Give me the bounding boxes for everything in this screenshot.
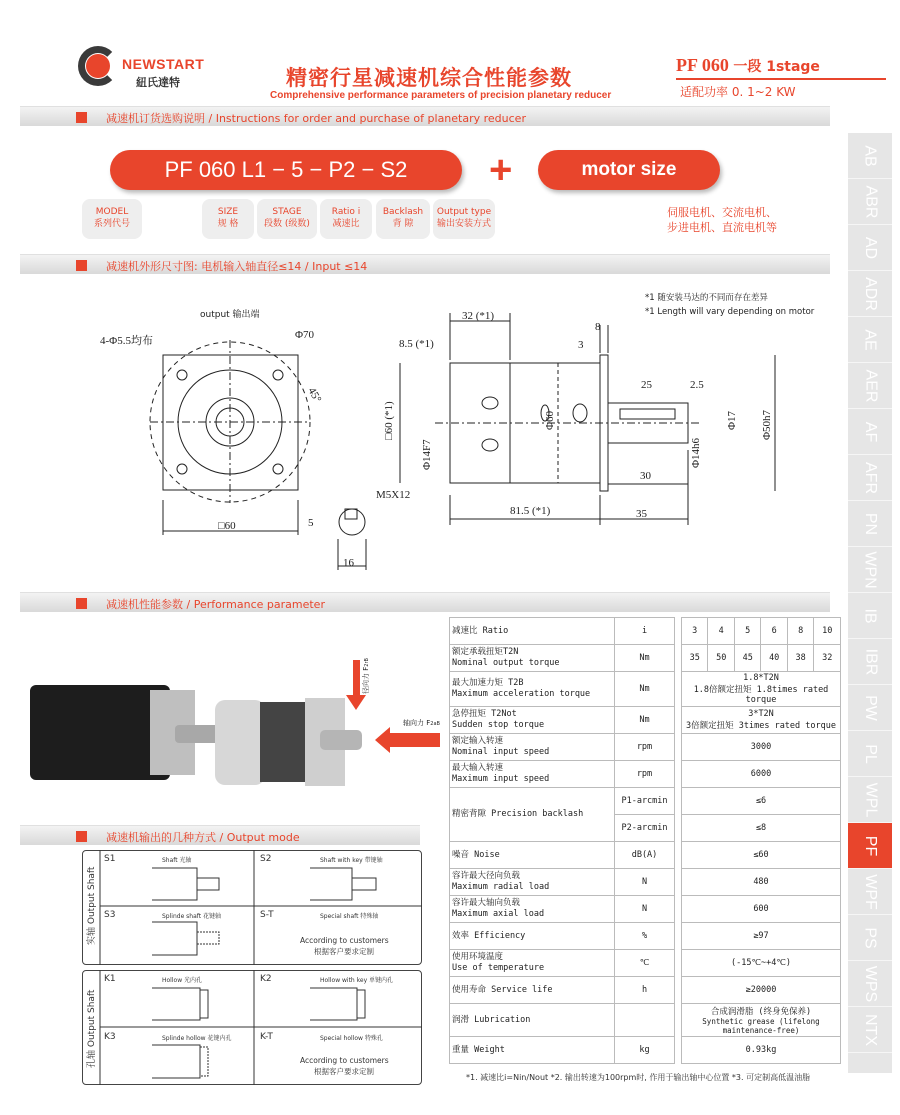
dimension-drawing (90, 285, 840, 575)
table-row (450, 842, 841, 869)
badge-underline (676, 78, 886, 80)
gap (675, 645, 682, 672)
tab-label: PN (861, 512, 879, 535)
tab-wpl[interactable] (848, 777, 892, 823)
label-en: Maximum axial load (452, 909, 545, 919)
d8: 8 (595, 321, 601, 333)
d50: Φ50h7 (761, 409, 773, 440)
s1-shaft (197, 878, 219, 890)
model-name: PF 060 (676, 55, 729, 75)
tab-label: IB (862, 607, 879, 624)
row-label: 重量 Weight (450, 1037, 615, 1064)
table-footnote: *1. 减速比i=Nin/Nout *2. 输出转速为100rpm时, 作用于输出轴中心位置 *3. 可定制高低温油脂 (466, 1073, 811, 1082)
row-unit: rpm (615, 734, 675, 761)
tab-ps[interactable] (848, 915, 892, 961)
tab-label: PF (861, 835, 879, 856)
label-en: SIZE (217, 207, 239, 217)
mode-desc: Splinde hollow 花键内孔 (162, 1035, 232, 1042)
value-sub: 3倍额定扭矩 3times rated torque (686, 721, 836, 731)
axial-label (403, 718, 440, 727)
d85: 8.5 (*1) (399, 338, 434, 350)
mode-code: S1 (104, 854, 116, 864)
table-row (450, 950, 841, 977)
label-cn: 规 格 (217, 219, 239, 229)
tab-pn[interactable] (848, 501, 892, 547)
ratio-cell: 10 (814, 618, 841, 645)
label-cn: 最大加速力矩 T2B (452, 678, 524, 688)
code-label-backlash (376, 199, 430, 239)
row-unit: P2-arcmin (615, 815, 675, 842)
k3-sketch (152, 1045, 200, 1078)
row-label: 噪音 Noise (450, 842, 615, 869)
section-bar-dimension (20, 254, 830, 274)
tab-label: AF (861, 421, 879, 442)
tab-label: WPL (861, 782, 879, 817)
section-bar-performance (20, 592, 830, 612)
label-cn: 最大输入转速 (452, 763, 504, 773)
row-label: 润滑 Lubrication (450, 1004, 615, 1037)
tab-pf[interactable] (848, 823, 892, 869)
d32: 32 (*1) (462, 310, 495, 322)
ratio-cell: 8 (787, 618, 813, 645)
motor-types (652, 205, 792, 235)
hole-icon (273, 464, 283, 474)
section-title: 减速机性能参数 / Performance parameter (106, 598, 325, 611)
label-en: STAGE (272, 207, 302, 217)
access-hole-icon (482, 397, 498, 409)
s2-shaft (352, 878, 376, 890)
mode-desc: Shaft 光轴 (162, 857, 192, 864)
product-category-tabs (848, 133, 892, 1073)
performance-table (449, 617, 841, 1064)
motor-shaft (175, 725, 220, 743)
label-en: Backlash (382, 207, 424, 217)
k2-sketch (310, 988, 357, 1020)
row-unit: Nm (615, 645, 675, 672)
d17: Φ17 (726, 410, 738, 430)
s3-shaft (197, 932, 219, 944)
mode-code: S3 (104, 910, 116, 920)
angle-dim: 45° (305, 385, 324, 405)
label-cn: 容许最大轴向负载 (452, 898, 521, 908)
d25b: 2.5 (690, 379, 704, 391)
row-value: ≤6 (682, 788, 841, 815)
power-range: 适配功率 0. 1~2 KW (680, 85, 796, 99)
label-en: Nominal input speed (452, 747, 550, 757)
s2-sketch (310, 868, 352, 900)
tab-label: NTX (862, 1013, 879, 1046)
code-label-size (202, 199, 254, 239)
axial-sub: 2aB (430, 721, 440, 727)
gap (675, 734, 682, 761)
label-cn: 额定输入转速 (452, 736, 504, 746)
table-row (450, 707, 841, 734)
value-main: 1.8*T2N (743, 673, 779, 683)
access-hole-icon (482, 439, 498, 451)
tab-afr[interactable] (848, 455, 892, 501)
gap (675, 977, 682, 1004)
custom-note-cn: 根据客户要求定制 (314, 947, 374, 956)
row-label: 效率 Efficiency (450, 923, 615, 950)
row-value: ≥20000 (682, 977, 841, 1004)
hole-icon (273, 370, 283, 380)
key-w-dim: 16 (343, 557, 354, 569)
label-cn: 减速比 (332, 219, 360, 229)
label-en: Sudden stop torque (452, 720, 545, 730)
k1-hub (200, 990, 208, 1018)
tab-wpn[interactable] (848, 547, 892, 593)
gap (675, 869, 682, 896)
section-bar-output (20, 825, 420, 845)
row-label (450, 896, 615, 923)
section-square-icon (76, 112, 87, 123)
section-title: 减速机输出的几种方式 / Output mode (106, 831, 300, 844)
gap (675, 815, 682, 842)
table-row (450, 923, 841, 950)
row-value: ≤60 (682, 842, 841, 869)
output-mode-grid (82, 850, 422, 1085)
output-mode-sketches (82, 850, 422, 1085)
row-unit: dB(A) (615, 842, 675, 869)
tab-pl[interactable] (848, 731, 892, 777)
table-row (450, 1037, 841, 1064)
tab-label: AFR (862, 461, 879, 494)
row-label (450, 734, 615, 761)
code-label-output (433, 199, 495, 239)
row-value: ≥97 (682, 923, 841, 950)
tab-label: AD (861, 236, 879, 259)
row-label (450, 950, 615, 977)
mode-code: K2 (260, 974, 272, 984)
gap (675, 923, 682, 950)
gap (675, 761, 682, 788)
access-hole-icon (573, 404, 587, 422)
side-view (400, 313, 775, 525)
row-value: 600 (682, 896, 841, 923)
tab-ae[interactable] (848, 317, 892, 363)
table-row (450, 788, 841, 815)
note2: *1 Length will vary depending on motor (645, 307, 815, 317)
order-code: PF 060 L1 − 5 − P2 − S2 (110, 150, 462, 190)
axial-text: 轴向力 F (403, 719, 431, 727)
thread-dim: M5X12 (376, 489, 411, 501)
row-unit: kg (615, 1037, 675, 1064)
k1-sketch (152, 988, 200, 1020)
table-row (450, 672, 841, 707)
label-cn: 系列代号 (93, 219, 130, 229)
tab-label: ADR (862, 276, 879, 311)
ratio-cell: 4 (708, 618, 734, 645)
group-label: 实轴 Output Shaft (87, 866, 97, 945)
table-row (450, 977, 841, 1004)
row-unit: P1-arcmin (615, 788, 675, 815)
d25: 25 (641, 379, 652, 391)
ratio-cell: 5 (734, 618, 760, 645)
mode-desc: Shaft with key 带键轴 (320, 857, 383, 864)
code-label-model (82, 199, 142, 239)
section-title: 减速机外形尺寸图: 电机输入轴直径≤14 / Input ≤14 (106, 260, 368, 273)
gap (675, 707, 682, 734)
s3-sketch (152, 922, 197, 955)
section-bar-order (20, 106, 830, 126)
label-en: Maximum input speed (452, 774, 550, 784)
tab-ad[interactable] (848, 225, 892, 271)
radial-sub: 2rB (364, 658, 370, 667)
mode-desc: Special shaft 特殊轴 (320, 913, 379, 920)
reducer-input (215, 700, 265, 785)
front-view (150, 340, 366, 570)
d35: 35 (636, 508, 647, 520)
row-value: 0.93kg (682, 1037, 841, 1064)
logo-text-en: NEWSTART (122, 56, 205, 72)
gap (675, 896, 682, 923)
tab-wpf[interactable] (848, 869, 892, 915)
tab-ib[interactable] (848, 593, 892, 639)
mode-code: K-T (260, 1032, 273, 1042)
d30: 30 (640, 470, 651, 482)
gap (675, 788, 682, 815)
s1-sketch (152, 868, 197, 900)
table-row (450, 734, 841, 761)
d16: Φ14h6 (690, 437, 702, 468)
tab-ibr[interactable] (848, 639, 892, 685)
custom-note-en: According to customers (300, 1056, 389, 1065)
tab-label: ABR (862, 185, 879, 218)
pcd-dim: Φ70 (295, 329, 315, 341)
mode-code: S2 (260, 854, 272, 864)
label-cn: 段数 (级数) (264, 219, 310, 229)
row-unit: ℃ (615, 950, 675, 977)
reducer-shaft (320, 730, 362, 750)
table-row (450, 761, 841, 788)
key-h-dim: 5 (308, 517, 314, 529)
label-en: Maximum radial load (452, 882, 550, 892)
motor-types-line: 步进电机、直流电机等 (667, 221, 777, 234)
row-unit: rpm (615, 761, 675, 788)
radial-label (361, 657, 370, 694)
hole-icon (177, 370, 187, 380)
row-unit: % (615, 923, 675, 950)
tab-label: IBR (861, 648, 879, 675)
row-label (450, 869, 615, 896)
custom-note-en: According to customers (300, 936, 389, 945)
tab-pw[interactable] (848, 685, 892, 731)
row-unit: h (615, 977, 675, 1004)
custom-note-cn: 根据客户要求定制 (314, 1067, 374, 1076)
row-label (450, 672, 615, 707)
label-cn: 急停扭矩 T2Not (452, 709, 517, 719)
table-row (450, 1004, 841, 1037)
gap (675, 1004, 682, 1037)
label-en: Use of temperature (452, 963, 545, 973)
d60b: Φ60 (544, 410, 556, 430)
holes-dim: 4-Φ5.5均布 (100, 335, 153, 347)
row-unit: Nm (615, 672, 675, 707)
row-label (450, 761, 615, 788)
row-value: 6000 (682, 761, 841, 788)
label-en: Output type (436, 207, 492, 217)
row-value (682, 1004, 841, 1037)
tab-label: PL (861, 743, 879, 764)
k3-hub (200, 1047, 208, 1076)
row-label (450, 645, 615, 672)
label-en: Maximum acceleration torque (452, 689, 591, 699)
torque-cell: 38 (787, 645, 813, 672)
tab-label: AE (862, 328, 879, 351)
torque-cell: 45 (734, 645, 760, 672)
row-unit: i (615, 618, 675, 645)
group-label: 孔轴 Output Shaft (87, 989, 97, 1068)
row-label: 减速比 Ratio (450, 618, 615, 645)
motor-size-pill: motor size (538, 150, 720, 190)
shaft-end-circle (339, 509, 365, 535)
tab-label: WPS (861, 965, 879, 1002)
tab-label: WPF (861, 873, 879, 910)
row-label (450, 707, 615, 734)
torque-cell: 32 (814, 645, 841, 672)
code-label-ratio (320, 199, 372, 239)
table-row (450, 896, 841, 923)
d3: 3 (578, 339, 584, 351)
row-label: 精密背隙 Precision backlash (450, 788, 615, 842)
axial-arrow-icon (375, 727, 440, 753)
row-label: 使用寿命 Service life (450, 977, 615, 1004)
radial-text: 径向力 F (362, 666, 370, 694)
hole-icon (177, 464, 187, 474)
row-value: (-15℃~+4℃) (682, 950, 841, 977)
logo-text-cn: 紐氏達特 (136, 76, 180, 89)
mode-desc: Special hollow 特殊孔 (320, 1035, 383, 1042)
tab-label: WPN (861, 550, 879, 589)
tab-abr[interactable] (848, 179, 892, 225)
d815: 81.5 (*1) (510, 505, 551, 517)
label-cn: 背 隙 (392, 219, 414, 229)
tab-label: PW (862, 694, 879, 721)
row-unit: N (615, 896, 675, 923)
row-value (682, 707, 841, 734)
tab-aer[interactable] (848, 363, 892, 409)
tab-label: PS (862, 926, 879, 949)
tab-ntx[interactable] (848, 1007, 892, 1053)
table-row (450, 645, 841, 672)
section-square-icon (76, 598, 87, 609)
table-row (450, 618, 841, 645)
torque-cell: 40 (761, 645, 787, 672)
label-en: MODEL (95, 207, 129, 217)
gap (675, 672, 682, 707)
tab-label: AER (862, 369, 879, 402)
value-sub: Synthetic grease (lifelong maintenance-free) (702, 1017, 820, 1035)
output-label: output 输出端 (200, 310, 260, 320)
value-sub: 1.8倍额定扭矩 1.8times rated torque (693, 685, 829, 705)
square-dim: □60 (218, 520, 236, 532)
mode-desc: Hollow with key 单键内孔 (320, 977, 394, 984)
row-value: 480 (682, 869, 841, 896)
d60: □60 (*1) (383, 401, 395, 440)
gap (675, 1037, 682, 1064)
logo-dot-icon (86, 54, 110, 78)
motor-types-line: 伺服电机、交流电机、 (667, 206, 777, 219)
row-unit: Nm (615, 707, 675, 734)
row-unit (615, 1004, 675, 1037)
note1: *1 随安装马达的不同而存在差异 (645, 293, 768, 303)
row-unit: N (615, 869, 675, 896)
motor-body (30, 685, 170, 780)
k2-hub (357, 990, 365, 1018)
label-en: Nominal output torque (452, 658, 560, 668)
label-cn: 额定承载扭矩T2N (452, 647, 519, 657)
tab-adr[interactable] (848, 271, 892, 317)
gap (675, 950, 682, 977)
table-row (450, 869, 841, 896)
value-main: 合成润滑脂 (终身免保养) (710, 1007, 812, 1017)
tab-ab[interactable] (848, 133, 892, 179)
tab-wps[interactable] (848, 961, 892, 1007)
tab-af[interactable] (848, 409, 892, 455)
label-cn: 使用环境温度 (452, 952, 504, 962)
row-value: ≤8 (682, 815, 841, 842)
shaft-key (620, 409, 675, 419)
torque-cell: 35 (682, 645, 708, 672)
section-title: 减速机订货选购说明 / Instructions for order and purchase of planetary reducer (106, 112, 526, 125)
brand-logo (78, 46, 218, 96)
mode-desc: Splinde shaft 花键轴 (162, 913, 222, 920)
code-label-stage (257, 199, 317, 239)
tab-label: AB (862, 144, 879, 167)
row-value: 3000 (682, 734, 841, 761)
row-value (682, 672, 841, 707)
model-badge (676, 55, 820, 76)
product-photo (20, 640, 440, 790)
page-subtitle: Comprehensive performance parameters of precision planetary reducer (270, 90, 612, 101)
mode-code: K1 (104, 974, 116, 984)
label-en: Ratio i (331, 207, 361, 217)
ratio-cell: 6 (761, 618, 787, 645)
label-cn: 输出安装方式 (436, 219, 491, 229)
ratio-cell: 3 (682, 618, 708, 645)
gap (675, 842, 682, 869)
page-title: 精密行星减速机综合性能参数 (286, 66, 572, 90)
section-square-icon (76, 260, 87, 271)
torque-cell: 50 (708, 645, 734, 672)
mode-desc: Hollow 光内孔 (162, 977, 203, 984)
label-cn: 容许最大径向负载 (452, 871, 521, 881)
d14: Φ14F7 (421, 439, 433, 470)
mode-code: K3 (104, 1032, 116, 1042)
value-main: 3*T2N (748, 709, 774, 719)
plus-icon: + (489, 148, 513, 192)
mode-code: S-T (260, 910, 274, 920)
section-square-icon (76, 831, 87, 842)
reducer-body (260, 702, 310, 782)
gap (675, 618, 682, 645)
stage-label: 一段 1stage (733, 59, 820, 75)
